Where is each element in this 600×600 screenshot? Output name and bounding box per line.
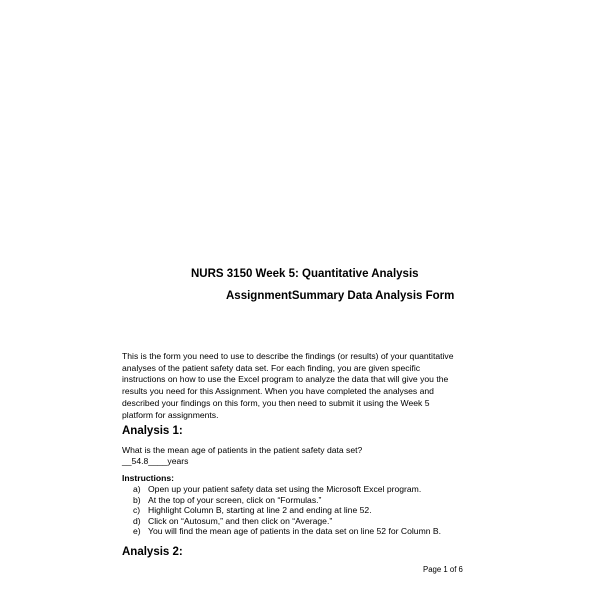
step-text: Highlight Column B, starting at line 2 and ending at line 52. (148, 505, 372, 516)
intro-paragraph (122, 351, 487, 421)
step-text: You will find the mean age of patients in the data set on line 52 for Column B. (148, 526, 442, 537)
instruction-step (133, 505, 441, 516)
instructions-label: Instructions: (122, 473, 175, 483)
instruction-step (133, 526, 441, 537)
instruction-steps-list (133, 484, 441, 537)
analysis-1-question: What is the mean age of patients in the patient safety data set? (122, 445, 363, 455)
analysis-1-answer: __54.8____years (122, 456, 189, 466)
analysis-1-heading: Analysis 1: (122, 425, 183, 437)
intro-line: This is the form you need to use to describe the findings (or results) of your quantitative (122, 351, 454, 361)
intro-line: instructions on how to use the Excel program to analyze the data that will give you the (122, 374, 449, 385)
intro-line: results you need for this Assignment. When you have completed the analyses and (122, 386, 434, 397)
instruction-step (133, 484, 441, 495)
instruction-step (133, 495, 441, 506)
step-marker: a) (133, 484, 141, 494)
page-number-footer: Page 1 of 6 (423, 565, 463, 574)
step-marker: d) (133, 515, 141, 526)
step-text: Click on “Autosum,” and then click on “Average.” (148, 515, 333, 526)
step-marker: e) (133, 526, 141, 537)
step-marker: b) (133, 494, 141, 505)
document-title-line-2: AssignmentSummary Data Analysis Form (226, 290, 455, 302)
intro-line: analyses of the patient safety data set. For each finding, you are given specific (122, 362, 421, 373)
instruction-step (133, 516, 441, 527)
analysis-2-heading: Analysis 2: (122, 546, 183, 558)
document-title-line-1: NURS 3150 Week 5: Quantitative Analysis (191, 268, 419, 280)
intro-line: platform for assignments. (122, 409, 219, 420)
step-text: Open up your patient safety data set using the Microsoft Excel program. (148, 484, 422, 494)
step-text: At the top of your screen, click on “Formulas.” (148, 494, 322, 505)
step-marker: c) (133, 505, 141, 516)
intro-line: described your findings on this form, you then need to submit it using the Week 5 (122, 397, 430, 408)
